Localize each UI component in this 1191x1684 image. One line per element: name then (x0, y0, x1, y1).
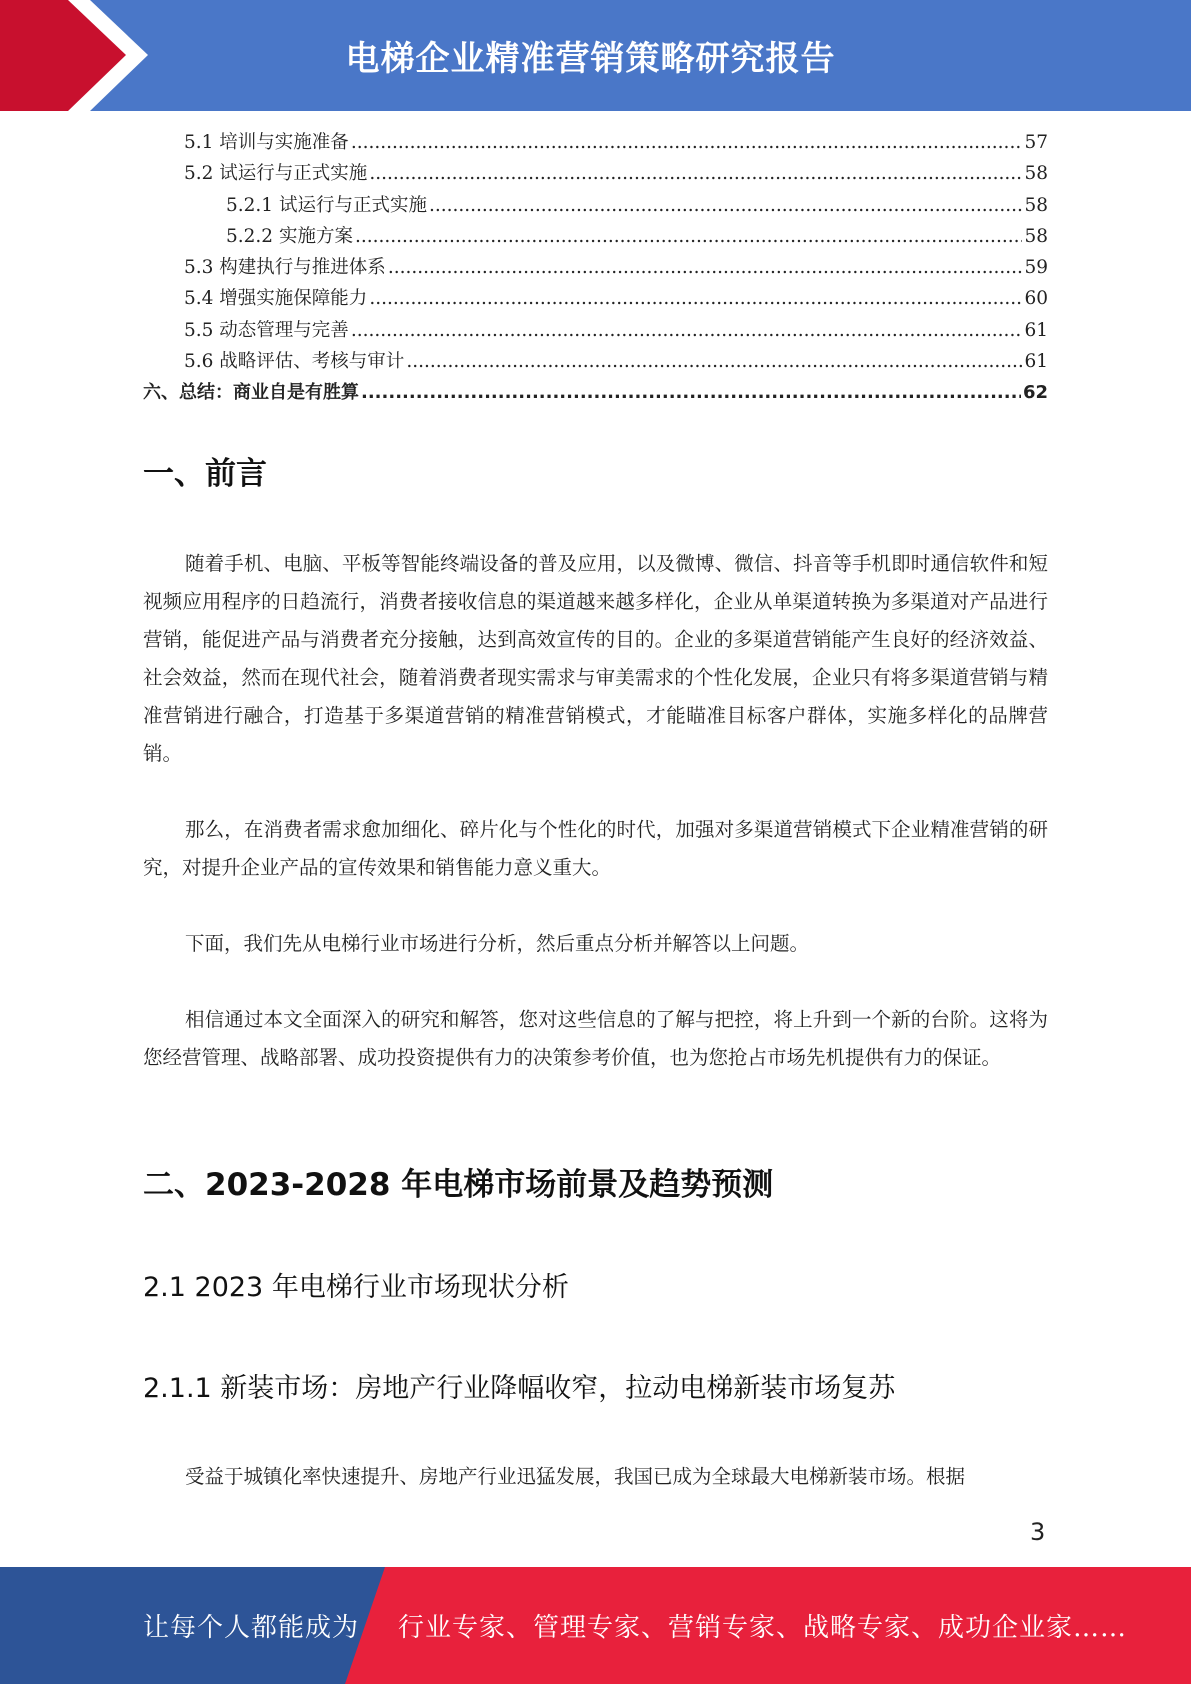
body-paragraph: 那么，在消费者需求愈加细化、碎片化与个性化的时代，加强对多渠道营销模式下企业精准营销的研究，对提升企业产品的宣传效果和销售能力意义重大。 (143, 818, 1048, 879)
footer-slogan-right: 行业专家、管理专家、营销专家、战略专家、成功企业家…… (398, 1613, 1128, 1643)
toc-entry[interactable] (143, 191, 1048, 222)
toc-entry-page: 61 (1024, 351, 1048, 373)
section-heading: 一、前言 (143, 456, 267, 492)
subsection-heading: 2.1 2023 年电梯行业市场现状分析 (143, 1272, 569, 1303)
toc-entry-label: 六、总结：商业自是有胜算 (143, 382, 359, 404)
toc-entry-page: 61 (1024, 319, 1048, 341)
toc-entry-page: 62 (1022, 382, 1048, 404)
toc-entry[interactable] (143, 347, 1048, 378)
toc-entry[interactable] (143, 316, 1048, 347)
toc-leader-dots (361, 382, 1021, 403)
toc-entry[interactable] (143, 378, 1048, 409)
toc-entry-page: 58 (1024, 194, 1048, 216)
toc-entry-page: 58 (1024, 163, 1048, 185)
toc-entry-label: 5.3 构建执行与推进体系 (184, 257, 386, 279)
toc-entry-page: 60 (1024, 288, 1048, 310)
toc-leader-dots (369, 163, 1022, 184)
body-paragraph: 随着手机、电脑、平板等智能终端设备的普及应用，以及微博、微信、抖音等手机即时通信软件和短视频应用程序的日趋流行，消费者接收信息的渠道越来越多样化，企业从单渠道转换为多渠道对产品进行营销，能促进产品与消费者充分接触，达到高效宣传的目的。企业的多渠道营销能产生良好的经济效益、社会效益，然而在现代社会，随着消费者现实需求与审美需求的个性化发展，企业只有将多渠道营销与精准营销进行融合，打造基于多渠道营销的精准营销模式，才能瞄准目标客户群体，实施多样化的品牌营销。 (143, 552, 1048, 765)
toc-entry[interactable] (143, 284, 1048, 315)
toc-entry-label: 5.2.2 实施方案 (226, 225, 353, 247)
page-footer (0, 1567, 1191, 1684)
table-of-contents (143, 128, 1048, 410)
toc-leader-dots (406, 351, 1022, 372)
toc-leader-dots (429, 195, 1022, 216)
page-header (0, 0, 1191, 111)
toc-entry-label: 5.4 增强实施保障能力 (184, 288, 368, 310)
header-arrow-decoration (0, 0, 160, 111)
toc-entry-page: 57 (1024, 132, 1048, 153)
toc-entry[interactable] (143, 159, 1048, 190)
toc-leader-dots (388, 257, 1023, 278)
section-heading: 二、2023-2028 年电梯市场前景及趋势预测 (143, 1167, 774, 1203)
toc-entry[interactable] (143, 222, 1048, 253)
toc-entry-page: 58 (1024, 225, 1048, 247)
document-title: 电梯企业精准营销策略研究报告 (345, 39, 836, 79)
body-paragraph: 相信通过本文全面深入的研究和解答，您对这些信息的了解与把控，将上升到一个新的台阶。这将为您经营管理、战略部署、成功投资提供有力的决策参考价值，也为您抢占市场先机提供有力的保证。 (143, 1008, 1048, 1069)
toc-entry-label: 5.2.1 试运行与正式实施 (226, 194, 427, 216)
subsubsection-heading: 2.1.1 新装市场：房地产行业降幅收窄，拉动电梯新装市场复苏 (143, 1373, 896, 1404)
toc-entry[interactable] (143, 253, 1048, 284)
body-paragraph: 受益于城镇化率快速提升、房地产行业迅猛发展，我国已成为全球最大电梯新装市场。根据 (185, 1465, 966, 1488)
toc-leader-dots (355, 226, 1023, 247)
toc-leader-dots (351, 320, 1023, 341)
toc-leader-dots (351, 132, 1023, 153)
toc-entry[interactable] (143, 128, 1048, 159)
toc-leader-dots (369, 288, 1022, 309)
page-number: 3 (1030, 1518, 1046, 1546)
toc-entry-label: 5.5 动态管理与完善 (184, 319, 349, 341)
footer-slogan-left: 让每个人都能成为 (143, 1613, 360, 1643)
toc-entry-label: 5.6 战略评估、考核与审计 (184, 351, 405, 373)
toc-entry-label: 5.1 培训与实施准备 (184, 132, 349, 153)
body-paragraph: 下面，我们先从电梯行业市场进行分析，然后重点分析并解答以上问题。 (185, 932, 810, 955)
toc-entry-label: 5.2 试运行与正式实施 (184, 163, 368, 185)
toc-entry-page: 59 (1024, 257, 1048, 279)
